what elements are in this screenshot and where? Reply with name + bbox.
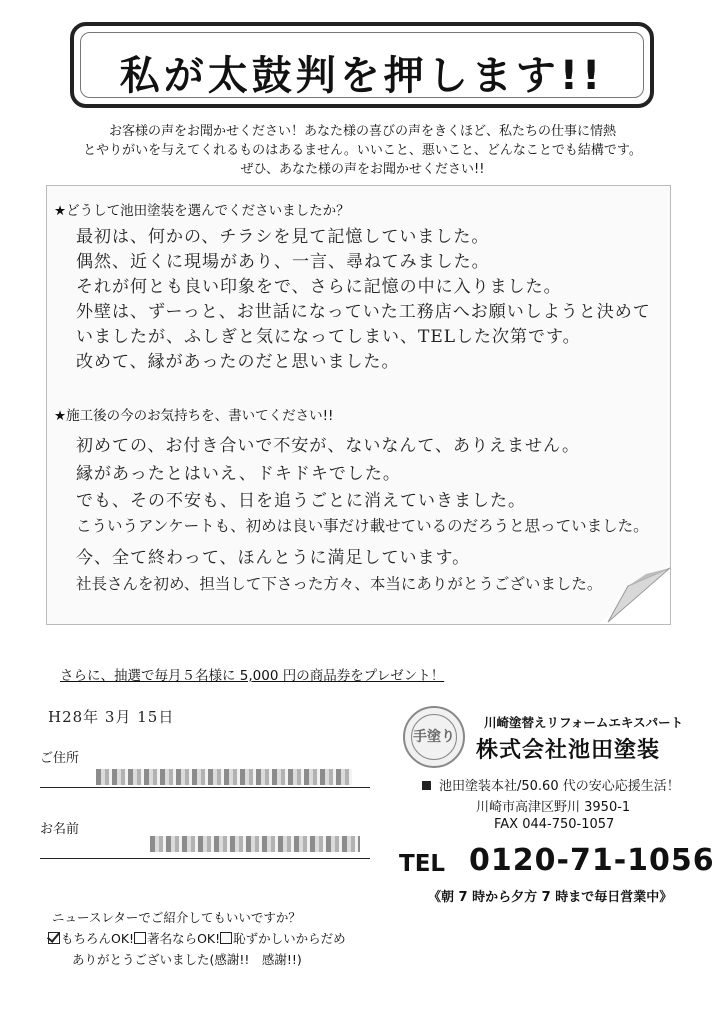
page-curl-decoration [598, 566, 670, 624]
option-no: 恥ずかしいからだめ [233, 931, 346, 946]
company-tagline: 川崎塗替えリフォームエキスパート [484, 715, 684, 730]
company-fax: FAX 044-750-1057 [494, 817, 615, 832]
promo-line: さらに、抽選で毎月５名様に 5,000 円の商品券をプレゼント！ [60, 668, 445, 684]
answer-1-line: 改めて、縁があったのだと思いました。 [76, 352, 400, 372]
address-label: ご住所 [40, 751, 80, 766]
answer-1-line: いましたが、ふしぎと気になってしまい、TELした次第です。 [76, 327, 581, 347]
option-ok: もちろんOK! [61, 931, 135, 946]
page-title: 私が太鼓判を押します!! [119, 53, 605, 99]
address-redacted [96, 769, 352, 785]
name-label: お名前 [40, 822, 80, 837]
company-name: 株式会社池田塗装 [476, 738, 661, 763]
checkbox-checked[interactable] [48, 932, 60, 944]
stamp-text: 手塗り [411, 714, 457, 760]
question-1: ★どうして池田塗装を選んでくださいましたか？ [54, 203, 350, 219]
answer-2-line: こういうアンケートも、初めは良い事だけ載せているのだろうと思っていました。 [76, 517, 649, 535]
company-address: 川崎市高津区野川 3950-1 [476, 800, 631, 815]
checkbox-unchecked[interactable] [134, 932, 146, 944]
answer-1-line: 最初は、何かの、チラシを見て記憶していました。 [76, 227, 490, 247]
intro-line-1: お客様の声をお聞かせください！あなた様の喜びの声をきくほど、私たちの仕事に情熱 [108, 124, 616, 139]
answer-2-line: 初めての、お付き合いで不安が、ないなんて、ありえません。 [76, 436, 580, 456]
question-2: ★施工後の今のお気持ちを、書いてください!! [54, 408, 334, 424]
newsletter-question: ニュースレターでご紹介してもいいですか？ [52, 910, 301, 925]
answer-1-line: 外壁は、ずーっと、お世話になっていた工務店へお願いしようと決めて [76, 302, 651, 322]
answer-2-line: 今、全て終わって、ほんとうに満足しています。 [76, 548, 471, 568]
answer-1-line: それが何とも良い印象をで、さらに記憶の中に入りました。 [76, 277, 562, 297]
checkbox-unchecked[interactable] [220, 932, 232, 944]
newsletter-options [48, 929, 346, 947]
tel-label: TEL [399, 851, 446, 877]
answer-2-line: 社長さんを初め、担当して下さった方々、本当にありがとうございました。 [76, 575, 603, 593]
tel-number: 0120-71-1056 [469, 843, 715, 878]
address-line [40, 787, 370, 788]
answer-1-line: 偶然、近くに現場があり、一言、尋ねてみました。 [76, 252, 490, 272]
answer-2-line: 縁があったとはいえ、ドキドキでした。 [76, 464, 401, 484]
intro-line-3: ぜひ、あなた様の声をお聞かせください!! [240, 162, 485, 177]
date-handwritten: H28年 3月 15日 [48, 708, 175, 726]
intro-line-2: とやりがいを与えてくれるものはあるません。いいこと、悪いこと、どんなことでも結構です。 [83, 143, 642, 158]
title-banner [70, 22, 654, 108]
bullet-square-icon [422, 781, 431, 790]
name-redacted [150, 836, 360, 852]
company-slogan: 池田塗装本社/50.60 代の安心応援生活！ [422, 775, 680, 794]
option-signed: 著名ならOK! [147, 931, 221, 946]
company-stamp [403, 706, 465, 768]
name-line [40, 858, 370, 859]
answer-2-line: でも、その不安も、日を追うごとに消えていきました。 [76, 491, 526, 511]
thanks-line: ありがとうございました(感謝!! 感謝!!) [72, 952, 302, 967]
business-hours: 《朝 7 時から夕方 7 時まで毎日営業中》 [428, 890, 673, 905]
